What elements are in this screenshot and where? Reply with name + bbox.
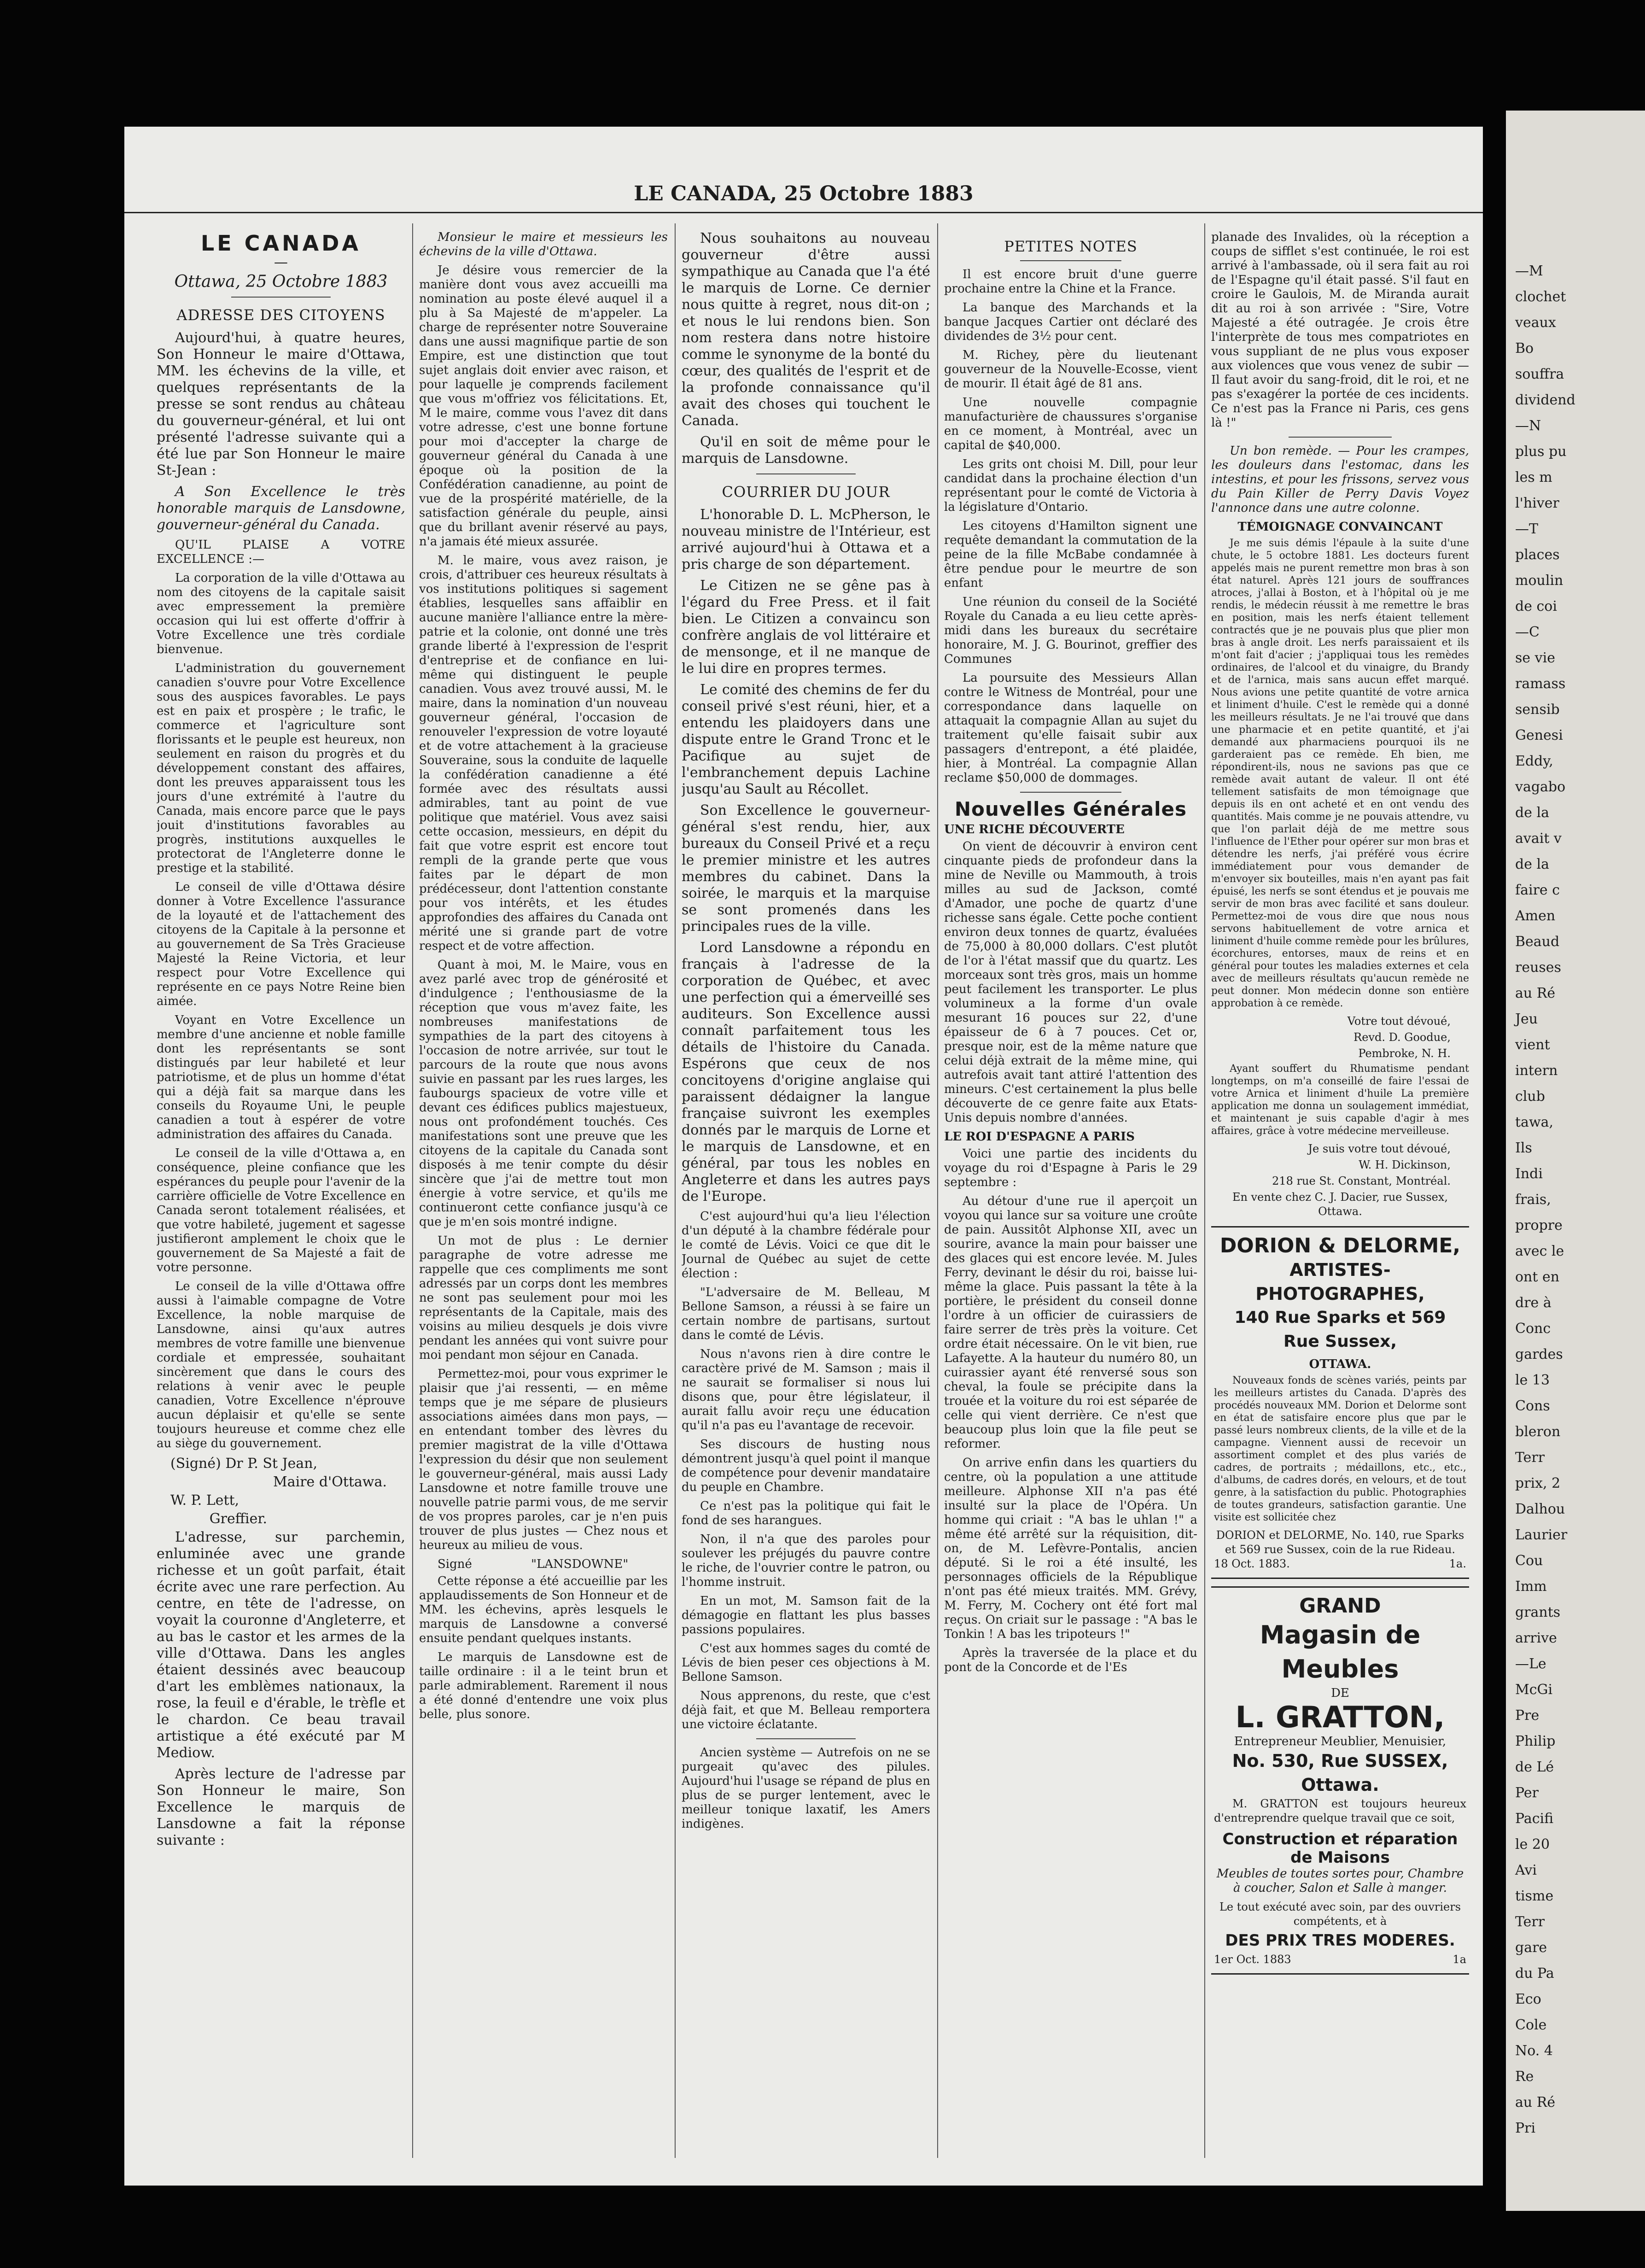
adjacent-page-text-fragment: du Pa bbox=[1515, 1965, 1554, 1982]
adjacent-page-text-fragment: Pri bbox=[1515, 2120, 1536, 2136]
page-header bbox=[124, 127, 1483, 205]
adjacent-page-text-fragment: ont en bbox=[1515, 1269, 1560, 1285]
quote-paragraph: Ce n'est pas la politique qui fait le fond de ses harangues. bbox=[682, 1499, 930, 1527]
address-recipient: A Son Excellence le très honorable marquis de Lansdowne, gouverneur-général du Canada. bbox=[157, 484, 405, 533]
paragraph: Les grits ont choisi M. Dill, pour leur candidat dans la prochaine élection d'un représentant pour le comté de Victoria à la législature d'Ontario. bbox=[944, 457, 1197, 514]
ad-body: M. GRATTON est toujours heureux d'entreprendre quelque travail que ce soit, bbox=[1214, 1797, 1466, 1824]
adjacent-page-text-fragment: frais, bbox=[1515, 1192, 1551, 1208]
signature-clerk-title: Greffier. bbox=[209, 1511, 267, 1527]
paragraph: Permettez-moi, pour vous exprimer le plaisir que j'ai ressenti, — en même temps que je me sépare de plusieurs associations aimées dans mon pays, — en entendant tomber des lèvres du premier magistrat de la ville d'Ottawa l'expression du désir que non seulement le gouverneur-général, mais aussi Lady Lansdowne et notre famille trouve une nouvelle patrie parmi vous, de me servir de vos propres paroles, car je n'en puis trouver de plus justes — Chez nous et heureux au milieu de vous. bbox=[419, 1367, 668, 1552]
adjacent-page-text-fragment: vient bbox=[1515, 1037, 1550, 1053]
paragraph: On arrive enfin dans les quartiers du centre, où la population a une attitude meilleure. Alphonse XII n'a pas été insulté sur la place de l'Opéra. Un homme qui criait : "A bas le uhlan !" a même été arrêté sur la réquisition, dit-on, de M. Lefèvre-Pontalis, ancien député. Si le roi a été insulté, les personnages officiels de la République n'ont pas été mieux traités. MM. Grévy, M. Ferry, M. Cochery ont été fort mal reçus. On criait sur le passage : "A bas le Tonkin ! A bas les tripoteurs !" bbox=[944, 1456, 1197, 1641]
adjacent-page-text-fragment: McGi bbox=[1515, 1682, 1553, 1698]
paragraph: La corporation de la ville d'Ottawa au nom des citoyens de la capitale saisit avec empressement la première occasion qui lui est offerte d'offrir à Votre Excellence une très cordiale bienvenue. bbox=[157, 571, 405, 656]
paragraph: Cette réponse a été accueillie par les applaudissements de Son Honneur et de MM. les échevins, après lesquels le marquis de Lansdowne a conversé ensuite pendant quelques instants. bbox=[419, 1574, 668, 1645]
adjacent-page-text-fragment: Beaud bbox=[1515, 934, 1560, 950]
adjacent-page-text-fragment: le 20 bbox=[1515, 1836, 1550, 1853]
paragraph: Le Citizen ne se gêne pas à l'égard du Free Press. et il fait bien. Le Citizen a convaincu son confrère anglais de vol littéraire et de mensonge, et il ne manque de le lui dire en propres termes. bbox=[682, 578, 930, 677]
quote-paragraph: C'est aux hommes sages du comté de Lévis de bien peser ces objections à M. Bellone Samson. bbox=[682, 1642, 930, 1684]
paragraph: Voyant en Votre Excellence un membre d'une ancienne et noble famille dont les représentants se sont distingués par leur habileté et leur patriotisme, et de plus un homme d'état qui a déjà fait sa marque dans les conseils du Royaume Uni, le peuple canadien a tout à espérer de votre administration des affaires du Canada. bbox=[157, 1013, 405, 1141]
reply-salutation: Monsieur le maire et messieurs les échevins de la ville d'Ottawa. bbox=[419, 230, 668, 258]
column-rule bbox=[412, 223, 413, 2158]
ad-date-row bbox=[1214, 1952, 1466, 1967]
paragraph: Le conseil de la ville d'Ottawa a, en conséquence, pleine confiance que les espérances du peuple pour l'avenir de la carrière officielle de Votre Excellence en Canada seront totalement réalisées, et que votre habileté, jugement et sagesse justifieront amplement le choix que le gouvernement de Sa Majesté a fait de votre personne. bbox=[157, 1146, 405, 1274]
adjacent-page-text-fragment: au Ré bbox=[1515, 2094, 1556, 2110]
quote-paragraph: Ses discours de husting nous démontrent jusqu'à quel point il manque de compétence pour devenir mandataire du peuple en Chambre. bbox=[682, 1438, 930, 1494]
paragraph: Un mot de plus : Le dernier paragraphe de votre adresse me rappelle que ces compliments me sont adressés par un corps dont les membres ne sont pas seulement pour moi les représentants de la Capitale, mais des voisins au milieu desquels je dois vivre pendant les années qui vont suivre pour moi pendant mon séjour en Canada. bbox=[419, 1234, 668, 1362]
subheading: TÉMOIGNAGE CONVAINCANT bbox=[1237, 520, 1443, 534]
adjacent-page-text-fragment: Re bbox=[1515, 2069, 1534, 2085]
paragraph: La banque des Marchands et la banque Jacques Cartier ont déclaré des dividendes de 3½ pour cent. bbox=[944, 301, 1197, 343]
divider bbox=[1020, 260, 1121, 261]
adjacent-page-text-fragment: souffra bbox=[1515, 366, 1564, 382]
signed-label: Signé bbox=[438, 1557, 472, 1571]
adjacent-page-text-fragment: intern bbox=[1515, 1063, 1558, 1079]
quote-paragraph: "L'adversaire de M. Belleau, M Bellone Samson, a réussi à se faire un certain nombre de partisans, surtout dans le comté de Lévis. bbox=[682, 1286, 930, 1342]
adjacent-page-text-fragment: clochet bbox=[1515, 289, 1566, 305]
paragraph: Son Excellence le gouverneur-général s'est rendu, hier, aux bureaux du Conseil Privé et a reçu le premier ministre et les autres membres du cabinet. Dans la soirée, le marquis et la marquise se sont promenés dans les principales rues de la ville. bbox=[682, 802, 930, 935]
ad-list: Meubles de toutes sortes pour, Chambre à coucher, Salon et Salle à manger. bbox=[1216, 1867, 1464, 1895]
adjacent-page-text-fragment: Genesi bbox=[1515, 727, 1563, 743]
advertisement-gratton bbox=[1211, 1586, 1469, 1975]
testimonial-signature: Je suis votre tout dévoué, bbox=[1308, 1142, 1451, 1155]
section-title-courrier: COURRIER DU JOUR bbox=[722, 483, 890, 501]
column-3 bbox=[682, 230, 930, 2179]
testimonial-signature: Votre tout dévoué, bbox=[1347, 1015, 1451, 1028]
adjacent-page-text-fragment: —N bbox=[1515, 418, 1541, 434]
paragraph: planade des Invalides, où la réception a coups de sifflet s'est continuée, le roi est arrivé à l'ambassade, où il sera fait au roi de l'Espagne qu'il était passé. S'il faut en croire le Gaulois, M. de Miranda aurait dit au roi à son arrivée : "Sire, Votre Majesté a été outragée. Je crois être l'interprète de tous mes compatriotes en vous suppliant de ne plus vous exposer aux violences que vous venez de subir — Il faut avoir du sang-froid, dit le roi, et ne pas s'exagérer la portée de ces incidents. Ce n'est pas la France ni Paris, ces gens là !" bbox=[1211, 230, 1469, 430]
paragraph: On vient de découvrir à environ cent cinquante pieds de profondeur dans la mine de Neville ou Mammouth, à trois milles au sud de Jackson, comté d'Amador, une poche de quartz d'une richesse sans égale. Cette poche contient environ deux tonnes de quartz, évaluées de 75,000 à 80,000 dollars. C'est plutôt de l'or à l'état massif que du quartz. Les morceaux sont très gros, mais un homme peut facilement les transporter. Le plus volumineux a la forme d'un ovale mesurant 16 pouces sur 22, d'une épaisseur de 6 à 7 pouces. Cet or, presque noir, est de la même nature que celui déjà extrait de la même mine, qui autrefois avait tant attiré l'attention des mineurs. C'est certainement la plus belle découverte de ce genre faite aux Etats-Unis depuis nombre d'années. bbox=[944, 840, 1197, 1125]
adjacent-page-text-fragment: Dalhou bbox=[1515, 1501, 1565, 1517]
paragraph: Le conseil de la ville d'Ottawa offre aussi à l'aimable compagne de Votre Excellence, la noble marquise de Lansdowne, ainsi qu'aux autres membres de votre famille une bienvenue cordiale et empressée, souhaitant sincèrement que dans le cours des relations à venir avec le peuple canadien, Votre Excellence n'éprouve aucun déplaisir et qu'elle se sente toujours heureuse et comme chez elle au siège du gouvernement. bbox=[157, 1280, 405, 1450]
quote-paragraph: Non, il n'a que des paroles pour soulever les préjugés du pauvre contre le riche, de l'ouvrier contre le patron, ou l'homme instruit. bbox=[682, 1532, 930, 1589]
divider bbox=[756, 1738, 856, 1739]
adjacent-page-text-fragment: Laurier bbox=[1515, 1527, 1568, 1543]
paragraph: Après lecture de l'adresse par Son Honneur le maire, Son Excellence le marquis de Lansdowne a fait la réponse suivante : bbox=[157, 1766, 405, 1848]
adjacent-page-text-fragment: Jeu bbox=[1515, 1011, 1538, 1027]
adjacent-page-text-fragment: Eco bbox=[1515, 1991, 1541, 2007]
adjacent-page-text-fragment: grants bbox=[1515, 1604, 1561, 1620]
adjacent-page-text-fragment: tawa, bbox=[1515, 1114, 1554, 1130]
paragraph: Quant à moi, M. le Maire, vous en avez parlé avec trop de générosité et d'indulgence ; l'enthousiasme de la réception que vous m'avez faite, les nombreuses manifestations de sympathies de la part des citoyens à l'occasion de notre arrivée, sur tout le parcours de la route que nous avons suivie en passant par les rues larges, les faubourgs spacieux de votre ville et devant ces édifices publics majestueux, nous ont profondément touchés. Ces manifestations sont une preuve que les citoyens de la capitale du Canada sont disposés à me tenir compte du désir sincère que j'ai de mettre tout mon énergie à votre service, et qu'ils me continueront cette confiance jusqu'à ce que je m'en sois montré indigne. bbox=[419, 958, 668, 1229]
dateline: Ottawa, 25 Octobre 1883 bbox=[174, 272, 388, 291]
adjacent-page-text-fragment: le 13 bbox=[1515, 1372, 1550, 1388]
adjacent-page-text-fragment: plus pu bbox=[1515, 444, 1567, 460]
paragraph: Nous souhaitons au nouveau gouverneur d'être aussi sympathique au Canada que l'a été le marquis de Lorne. Ce dernier nous quitte à regret, nous dit-on ; et nous le lui rendons bien. Son nom restera dans notre histoire comme le synonyme de la bonté du cœur, des qualités de l'esprit et de la profonde connaissance qu'il avait des choses qui touchent le Canada. bbox=[682, 230, 930, 429]
adjacent-page-text-fragment: places bbox=[1515, 547, 1560, 563]
signer-name: "LANSDOWNE" bbox=[531, 1557, 629, 1571]
adjacent-page-text-fragment: gare bbox=[1515, 1940, 1547, 1956]
adjacent-page-text-fragment: Pacifi bbox=[1515, 1811, 1554, 1827]
adjacent-page-text-fragment: No. 4 bbox=[1515, 2043, 1553, 2059]
subheading: UNE RICHE DÉCOUVERTE bbox=[944, 823, 1125, 836]
ad-footer: DORION et DELORME, No. 140, rue Sparks et 569 rue Sussex, coin de la rue Rideau. bbox=[1216, 1529, 1464, 1556]
adjacent-page-fragment bbox=[1506, 111, 1645, 2211]
adjacent-page-text-fragment: prix, 2 bbox=[1515, 1475, 1561, 1491]
adjacent-page-text-fragment: Eddy, bbox=[1515, 753, 1553, 769]
adjacent-page-text-fragment: Conc bbox=[1515, 1321, 1551, 1337]
divider bbox=[756, 473, 856, 474]
divider-dash: — bbox=[274, 254, 288, 270]
ad-paragraph: Ancien système — Autrefois on ne se purgeait qu'avec des pilules. Aujourd'hui l'usage se répand de plus en plus de se purger lentement, avec le meilleur tonique laxatif, les Amers indigènes. bbox=[682, 1746, 930, 1831]
ad-name: DORION & DELORME, bbox=[1219, 1234, 1461, 1257]
adjacent-page-text-fragment: sensib bbox=[1515, 701, 1560, 718]
divider bbox=[1020, 792, 1121, 793]
paragraph: C'est aujourd'hui qu'a lieu l'élection d'un député à la chambre fédérale pour le comté de Lévis. Voici ce que dit le Journal de Québec au sujet de cette élection : bbox=[682, 1210, 930, 1280]
adjacent-page-text-fragment: Cole bbox=[1515, 2017, 1547, 2033]
paragraph: Qu'il en soit de même pour le marquis de Lansdowne. bbox=[682, 434, 930, 467]
ad-prices: DES PRIX TRES MODERES. bbox=[1225, 1931, 1455, 1950]
adjacent-page-text-fragment: de Lé bbox=[1515, 1759, 1554, 1775]
page-title: LE CANADA, 25 Octobre 1883 bbox=[634, 182, 974, 205]
testimonial-signature: W. H. Dickinson, bbox=[1359, 1158, 1451, 1171]
adjacent-page-text-fragment: de coi bbox=[1515, 598, 1557, 614]
paragraph: Il est encore bruit d'une guerre prochaine entre la Chine et la France. bbox=[944, 268, 1197, 296]
paragraph: L'administration du gouvernement canadien s'ouvre pour Votre Excellence sous des auspices favorables. Le pays est en paix et prospère ; le trafic, le commerce et l'agriculture sont florissants et le peuple est heureux, non seulement en raison du progrès et du développement constant des affaires, dont les preuves apparaissent tous les jours d'une extrémité à l'autre du Canada, mais encore parce que le pays jouit d'institutions favorables au progrès, institutions auxquelles le protectorat de l'Angleterre donne le prestige et la stabilité. bbox=[157, 661, 405, 875]
adjacent-page-text-fragment: Philip bbox=[1515, 1733, 1556, 1749]
adjacent-page-text-fragment: gardes bbox=[1515, 1346, 1563, 1362]
ad-promise: Le tout exécuté avec soin, par des ouvriers compétents, et à bbox=[1219, 1900, 1461, 1928]
column-2 bbox=[419, 230, 668, 2179]
adjacent-page-text-fragment: tisme bbox=[1515, 1888, 1554, 1904]
adjacent-page-text-fragment: moulin bbox=[1515, 573, 1563, 589]
adjacent-page-text-fragment: Terr bbox=[1515, 1450, 1545, 1466]
column-rule bbox=[937, 223, 938, 2158]
ad-address: 140 Rue Sparks et 569 Rue Sussex, bbox=[1234, 1308, 1446, 1351]
adjacent-page-text-fragment: de la bbox=[1515, 805, 1549, 821]
masthead: LE CANADA bbox=[201, 231, 361, 256]
column-1 bbox=[157, 230, 405, 2179]
ad-title: ARTISTES-PHOTOGRAPHES, bbox=[1255, 1260, 1425, 1304]
adjacent-page-text-fragment: veaux bbox=[1515, 315, 1556, 331]
adjacent-page-text-fragment: avait v bbox=[1515, 830, 1562, 847]
adjacent-page-text-fragment: —Le bbox=[1515, 1656, 1546, 1672]
signature-mayor: (Signé) Dr P. St Jean, bbox=[170, 1455, 318, 1472]
adjacent-page-text-fragment: club bbox=[1515, 1088, 1545, 1105]
paragraph: Aujourd'hui, à quatre heures, Son Honneur le maire d'Ottawa, MM. les échevins de la ville, et quelques représentants de la presse se sont rendus au château du gouverneur-général, et lui ont présenté l'adresse suivante qui a été lue par Son Honneur le maire St-Jean : bbox=[157, 330, 405, 479]
paragraph: M. le maire, vous avez raison, je crois, d'attribuer ces heureux résultats à vos institutions politiques si sagement établies, lesquelles sans affaiblir en aucune manière l'alliance entre la mère-patrie et la colonie, ont donné une très grande liberté à l'expression de l'esprit d'entreprise et de confiance en lui-même qui distinguent le peuple canadien. Vous avez trouvé aussi, M. le maire, dans la nomination d'un nouveau gouverneur général, l'occasion de renouveler l'expression de votre loyauté et de votre attachement à la gracieuse Souveraine, sous la conduite de laquelle la confédération canadienne a été formée avec des résultats aussi admirables, tant au point de vue politique que matériel. Vous avez saisi cette occasion, messieurs, en dépit du fait que votre esprit est encore tout rempli de la grande perte que vous faites par le départ de mon prédécesseur, dont l'attention constante pour vos intérêts, et les études approfondies des affaires du Canada ont mérité une si grande part de votre respect et de votre affection. bbox=[419, 554, 668, 953]
ad-name: L. GRATTON, bbox=[1235, 1701, 1445, 1735]
paragraph: Le conseil de ville d'Ottawa désire donner à Votre Excellence l'assurance de la loyauté et de l'attachement des citoyens de la Capitale à la personne et au gouvernement de Sa Très Gracieuse Majesté la Reine Victoria, et leur respect pour Votre Excellence qui représente en ce pays Notre Reine bien aimée. bbox=[157, 880, 405, 1008]
adjacent-page-text-fragment: Indi bbox=[1515, 1166, 1543, 1182]
section-title-adresse: ADRESSE DES CITOYENS bbox=[176, 306, 385, 324]
adjacent-page-text-fragment: vagabo bbox=[1515, 779, 1566, 795]
ad-title: Magasin de Meubles bbox=[1260, 1620, 1421, 1683]
testimonial-signature: Pembroke, N. H. bbox=[1358, 1047, 1451, 1060]
ad-date-row bbox=[1214, 1557, 1466, 1571]
paragraph: Voici une partie des incidents du voyage du roi d'Espagne à Paris le 29 septembre : bbox=[944, 1147, 1197, 1189]
quote-paragraph: En un mot, M. Samson fait de la démagogie en flattant les plus basses passions populaires. bbox=[682, 1594, 930, 1637]
ad-date: 1er Oct. 1883 bbox=[1214, 1953, 1291, 1966]
ad-de: DE bbox=[1331, 1686, 1349, 1700]
adjacent-page-text-fragment: Cou bbox=[1515, 1553, 1543, 1569]
paragraph: La poursuite des Messieurs Allan contre le Witness de Montréal, pour une correspondance dans laquelle on attaquait la compagnie Allan au sujet du traitement qu'elle faisait subir aux passagers d'entrepont, a été plaidée, hier, à Montréal. La compagnie Allan reclame $50,000 de dommages. bbox=[944, 671, 1197, 785]
adjacent-page-text-fragment: Pre bbox=[1515, 1707, 1540, 1724]
column-4 bbox=[944, 230, 1197, 2179]
advertisement-dorion-delorme bbox=[1211, 1226, 1469, 1579]
ad-mark: 1a. bbox=[1449, 1557, 1466, 1570]
paragraph: M. Richey, père du lieutenant gouverneur de la Nouvelle-Ecosse, vient de mourir. Il était âgé de 81 ans. bbox=[944, 348, 1197, 391]
paragraph: Lord Lansdowne a répondu en français à l'adresse de la corporation de Québec, et avec une perfection qui a émerveillé ses auditeurs. Son Excellence aussi connaît parfaitement tous les détails de l'histoire du Canada. Espérons que ceux de nos concitoyens d'origine anglaise qui paraissent dédaigner la langue française suivront les exemples donnés par le marquis de Lorne et le marquis de Lansdowne, et en général, par tous les nobles en Angleterre et dans les autres pays de l'Europe. bbox=[682, 940, 930, 1204]
adjacent-page-text-fragment: —M bbox=[1515, 263, 1543, 279]
paragraph: Une nouvelle compagnie manufacturière de chaussures s'organise en ce moment, à Montréal, avec un capital de $40,000. bbox=[944, 396, 1197, 452]
adjacent-page-text-fragment: faire c bbox=[1515, 882, 1560, 898]
newspaper-page bbox=[124, 127, 1483, 2186]
paragraph: Le marquis de Lansdowne est de taille ordinaire : il a le teint brun et parle admirablement. Rarement il nous a été donné d'entendre une voix plus belle, plus sonore. bbox=[419, 1650, 668, 1721]
ad-city: OTTAWA. bbox=[1309, 1357, 1371, 1371]
adjacent-page-text-fragment: se vie bbox=[1515, 650, 1555, 666]
paragraph: Une réunion du conseil de la Société Royale du Canada a eu lieu cette après-midi dans les bureaux du secrétaire honoraire, M. J. G. Bourinot, greffier des Communes bbox=[944, 595, 1197, 666]
paragraph: L'honorable D. L. McPherson, le nouveau ministre de l'Intérieur, est arrivé aujourd'hui à Ottawa et a pris charge de son département. bbox=[682, 507, 930, 573]
adjacent-page-text-fragment: les m bbox=[1515, 469, 1552, 485]
adjacent-page-text-fragment: Ils bbox=[1515, 1140, 1532, 1156]
adjacent-page-text-fragment: au Ré bbox=[1515, 985, 1556, 1001]
divider bbox=[1289, 437, 1392, 438]
signature-clerk: W. P. Lett, bbox=[170, 1492, 239, 1508]
section-title-nouvelles-generales: Nouvelles Générales bbox=[955, 798, 1187, 820]
ad-address: No. 530, Rue SUSSEX, Ottawa. bbox=[1232, 1751, 1448, 1795]
ad-mark: 1a bbox=[1452, 1953, 1466, 1966]
adjacent-page-text-fragment: Amen bbox=[1515, 908, 1556, 924]
adjacent-page-text-fragment: Bo bbox=[1515, 340, 1534, 357]
header-divider bbox=[124, 212, 1483, 213]
column-5 bbox=[1211, 230, 1469, 2179]
section-title-petites-notes: PETITES NOTES bbox=[1004, 238, 1138, 255]
ad-grand: GRAND bbox=[1299, 1594, 1381, 1618]
adjacent-page-text-fragment: ramass bbox=[1515, 676, 1566, 692]
divider bbox=[231, 297, 331, 298]
testimonial: Ayant souffert du Rhumatisme pendant longtemps, on m'a conseillé de faire l'essai de votre Arnica et liniment d'huile La première application me donna un soulagement immédiat, et maintenant je suis capable d'agir à mes affaires, grâce à votre médecine merveilleuse. bbox=[1211, 1063, 1469, 1137]
adjacent-page-text-fragment: bleron bbox=[1515, 1424, 1561, 1440]
ad-role: Entrepreneur Meublier, Menuisier, bbox=[1234, 1735, 1447, 1748]
testimonial-signature: Revd. D. Goodue, bbox=[1353, 1031, 1451, 1044]
testimonial-signature: 218 rue St. Constant, Montréal. bbox=[1272, 1175, 1451, 1187]
adjacent-page-text-fragment: dividend bbox=[1515, 392, 1575, 408]
adjacent-page-text-fragment: Avi bbox=[1515, 1862, 1537, 1878]
ad-date: 18 Oct. 1883. bbox=[1214, 1557, 1290, 1570]
sale-notice: En vente chez C. J. Dacier, rue Sussex, Ottawa. bbox=[1232, 1191, 1448, 1218]
ad-body: Nouveaux fonds de scènes variés, peints par les meilleurs artistes du Canada. D'après des procédés nouveaux MM. Dorion et Delorme sont en état de satisfaire encore plus que par le passé leurs nombreux clients, de la ville et de la campagne. Viennent aussi de recevoir un assortiment complet et des plus variés de cadres, de portraits ; médaillons, etc., etc., d'albums, de cadres dorés, en velours, et de tout genre, à la satisfaction du public. Photographies de toutes grandeurs, satisfaction garantie. Une visite est sollicitée chez bbox=[1214, 1375, 1466, 1523]
testimonial: Je me suis démis l'épaule à la suite d'une chute, le 5 octobre 1881. Les docteurs furent appelés mais ne purent remettre mon bras à son état naturel. Après 121 jours de souffrances atroces, j'allai à Boston, et à l'hôpital où je me rendis, le médecin réussit à me remettre le bras en position, mais les nerfs étaient tellement contractés que je ne pouvais plus que plier mon bras à angle droit. Les nerfs paraissaient et ils m'ont fait d'acier ; j'appliquai tous les remèdes ordinaires, de l'alcool et du vinaigre, du Brandy et de l'arnica, mais sans aucun effet marqué. Nous avions une petite quantité de votre arnica et liniment d'huile. C'est le remède qui a donné les meilleurs résultats. Je ne l'ai trouvé que dans une pharmacie et en petite quantité, et j'ai demandé aux pharmaciens pourquoi ils ne garderaient pas ce remède. Eh bien, me répondirent-ils, nous ne savions pas que ce remède avait autant de valeur. Il ont été tellement satisfaits de mon témoignage que depuis ils en ont acheté et en ont vendu des quantités. Mais comme je ne pouvais attendre, vu que l'on parlait déjà de me mettre sous l'influence de l'Ether pour opérer sur mon bras et détendre les nerfs, j'ai préféré vous écrire immédiatement pour vous demander de m'envoyer six bouteilles, mais n'en ayant pas fait épuisé, les nerfs se sont étendus et je pouvais me servir de mon bras avec facilité et sans douleur. Permettez-moi de vous dire que nous nous servons habituellement de votre arnica et liniment d'huile comme remède pour les brûlures, écorchures, entorses, maux de reins et en général pour toutes les maladies externes et cela avec de meilleurs résultats qu'aucun remède ne peut donner. Mon médecin donne son entière approbation à ce remède. bbox=[1211, 538, 1469, 1009]
reply-signed bbox=[419, 1557, 668, 1572]
paragraph: Les citoyens d'Hamilton signent une requête demandant la commutation de la peine de la fille McBabe condamnée à être pendue pour le meurtre de son enfant bbox=[944, 519, 1197, 590]
adjacent-page-text-fragment: Per bbox=[1515, 1785, 1539, 1801]
adjacent-page-text-fragment: avec le bbox=[1515, 1243, 1564, 1259]
paragraph: L'adresse, sur parchemin, enluminée avec une grande richesse et un goût parfait, était écrite avec une rare perfection. Au centre, en tête de l'adresse, on voyait la couronne d'Angleterre, et au bas le castor et les armes de la ville d'Ottawa. Dans les angles étaient dessinés avec beaucoup d'art les emblèmes nationaux, la rose, la feuil e d'érable, le trèfle et le chardon. Ce beau travail artistique a été exécuté par M Mediow. bbox=[157, 1529, 405, 1761]
ad-headline: Construction et réparation de Maisons bbox=[1222, 1830, 1458, 1867]
adjacent-page-text-fragment: propre bbox=[1515, 1217, 1563, 1233]
adjacent-page-text-fragment: dre à bbox=[1515, 1295, 1552, 1311]
adjacent-page-text-fragment: arrive bbox=[1515, 1630, 1557, 1646]
adjacent-page-text-fragment: reuses bbox=[1515, 959, 1561, 976]
quote-paragraph: Nous apprenons, du reste, que c'est déjà fait, et que M. Belleau remportera une victoire éclatante. bbox=[682, 1689, 930, 1731]
paragraph: Le comité des chemins de fer du conseil privé s'est réuni, hier, et a entendu les plaidoyers dans une dispute entre le Grand Tronc et le Pacifique au sujet de l'embranchement depuis Lachine jusqu'au Sault au Récollet. bbox=[682, 682, 930, 797]
column-rule bbox=[675, 223, 676, 2158]
signature-title: Maire d'Ottawa. bbox=[273, 1474, 387, 1490]
adjacent-page-text-fragment: Cons bbox=[1515, 1398, 1550, 1414]
adjacent-page-text-fragment: —C bbox=[1515, 624, 1540, 640]
paragraph: Au détour d'une rue il aperçoit un voyou qui lance sur sa voiture une croûte de pain. Aussitôt Alphonse XII, avec un sourire, avance la main pour baisser une des glaces qui est encore levée. M. Jules Ferry, devinant le désir du roi, baisse lui-même la glace. Puis passant la tête à la portière, le président du conseil donne l'ordre à un officier de cuirassiers de faire serrer de très près la voiture. Cet ordre était nécessaire. On le vit bien, rue Lafayette. A la hauteur du numéro 80, un cuirassier ayant été renversé sous son cheval, la foule se précipite dans la trouée et la voiture du roi est séparée de celle qui vient derrière. Ce n'est que beaucoup plus loin que la file peut se reformer. bbox=[944, 1194, 1197, 1451]
paragraph: Je désire vous remercier de la manière dont vous avez accueilli ma nomination au poste élevé auquel il a plu à Sa Majesté de m'appeler. La charge de représenter notre Souveraine dans une aussi magnifique partie de son Empire, est une distinction que tout sujet anglais doit envier avec raison, et pour laquelle je comprends facilement que vous m'offriez vos félicitations. Et, M le maire, comme vous l'avez dit dans votre adresse, c'est une bonne fortune pour moi d'accepter la charge de gouverneur général du Canada à une époque où la position de la Confédération canadienne, au point de vue de la prospérité matérielle, de la satisfaction générale du peuple, ainsi que du brillant avenir réservé au pays, n'a jamais été mieux assurée. bbox=[419, 263, 668, 549]
adjacent-page-text-fragment: —T bbox=[1515, 521, 1539, 537]
adjacent-page-text-fragment: Imm bbox=[1515, 1578, 1547, 1595]
adjacent-page-text-fragment: Terr bbox=[1515, 1914, 1545, 1930]
adjacent-page-text-fragment: de la bbox=[1515, 856, 1549, 872]
ad-paragraph: Un bon remède. — Pour les crampes, les douleurs dans l'estomac, dans les intestins, et pour les frissons, servez vous du Pain Killer de Perry Davis Voyez l'annonce dans une autre colonne. bbox=[1211, 444, 1469, 515]
column-rule bbox=[1204, 223, 1205, 2158]
address-salutation: QU'IL PLAISE A VOTRE EXCELLENCE :— bbox=[157, 538, 405, 566]
subheading: LE ROI D'ESPAGNE A PARIS bbox=[944, 1130, 1135, 1144]
quote-paragraph: Nous n'avons rien à dire contre le caractère privé de M. Samson ; mais il ne saurait se formaliser si nous lui disons que, pour être législateur, il aurait fallu avoir reçu une éducation qu'il n'a pas eu l'avantage de recevoir. bbox=[682, 1347, 930, 1432]
paragraph: Après la traversée de la place et du pont de la Concorde et de l'Es bbox=[944, 1646, 1197, 1674]
adjacent-page-text-fragment: l'hiver bbox=[1515, 495, 1559, 511]
